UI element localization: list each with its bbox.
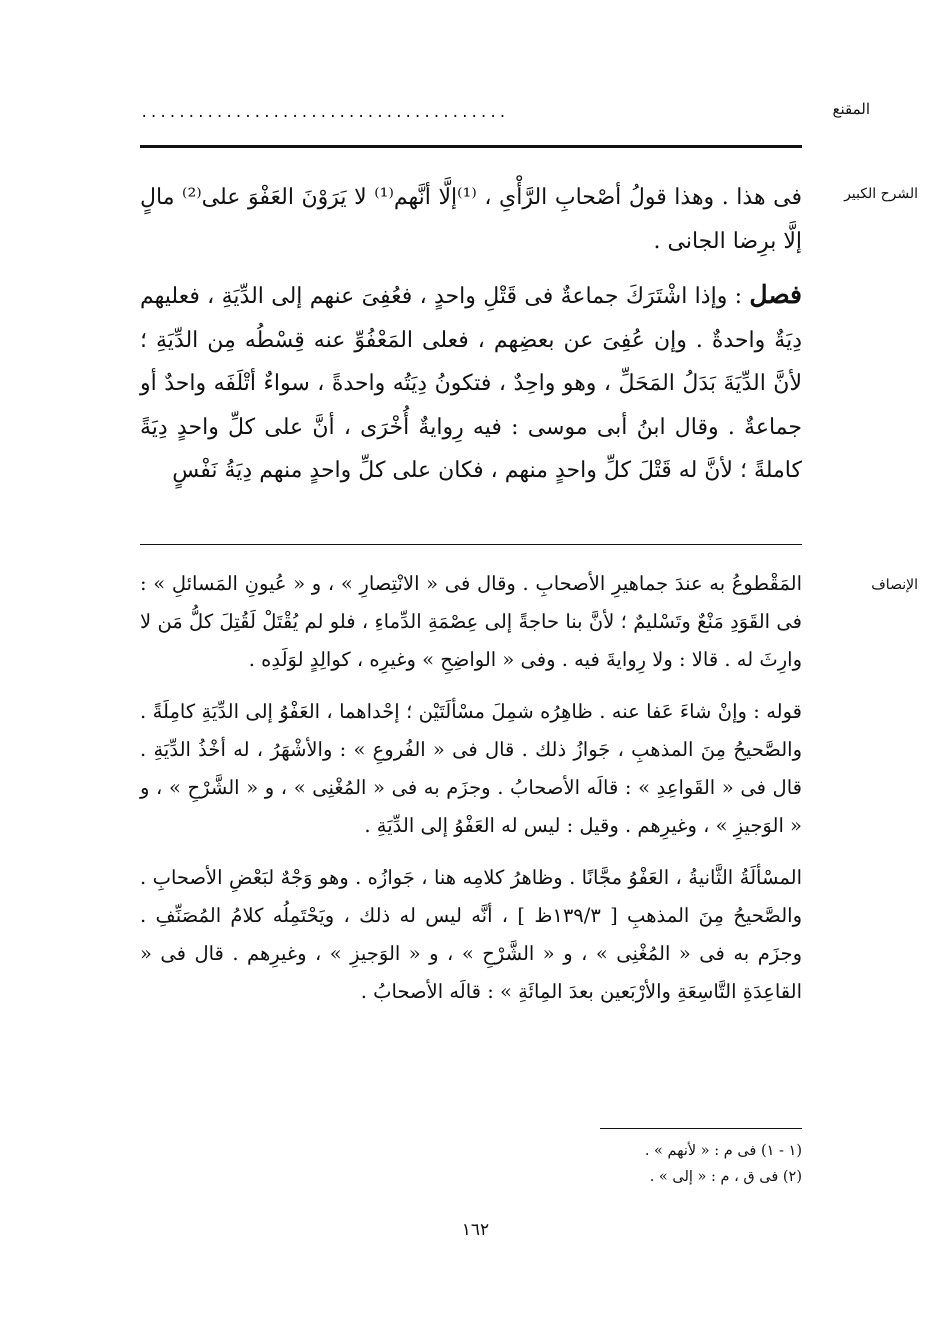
- insaf-paragraph-2: قوله : وإنْ شاءَ عَفا عنه . ظاهِرُه شمِلَ مسْألَتَيْن ؛ إحْداهما ، العَفْوُ إلى الدِّيَةِ كامِلَةً . والصَّحيحُ مِنَ المذهبِ ، جَوازُ ذلك . قال فى « الفُروعِ » : والأشْهَرُ ، له أخْذُ الدِّيَةِ . قال فى « القَواعِدِ » : قالَه الأصحابُ . وجزَم به فى « المُغْنِى » ، و « الشَّرْحِ » ، و « الوَجيزِ » ، وغيرِهم . وقيل : ليس له العَفْوُ إلى الدِّيَةِ .: [140, 700, 802, 837]
- insaf-side-label: الإنصاف: [871, 577, 918, 593]
- footnote-1: (١ - ١) فى م : « لأنهم » .: [644, 1143, 802, 1159]
- running-header-title: المقنع: [832, 100, 870, 118]
- insaf-paragraph-3: المسْألَةُ الثَّانيةُ ، العَفْوُ مجَّانًا . وظاهرُ كلامِه هنا ، جَوازُه . وهو وَجْهٌ لبَعْضِ الأصحابِ . والصَّحيحُ مِنَ المذهبِ [ ١٣٩/٣ظ ] ، أنَّه ليس له ذلك ، ويَحْتَمِلُه كلامُ المُصَنِّفِ . وجزَم به فى « المُغْنِى » ، و « الشَّرْحِ » ، و « الوَجيزِ » ، وغيرِهم . قال فى « القاعِدَةِ التَّاسِعَةِ والأرْبَعين بعدَ المِائَةِ » : قالَه الأصحابُ .: [140, 866, 802, 1003]
- header-rule: [140, 145, 802, 148]
- sharh-paragraph-2: [140, 273, 802, 493]
- header-dotted-line: .......................................: [140, 105, 508, 121]
- page-number: ١٦٢: [461, 1220, 490, 1240]
- footnotes: [500, 1138, 802, 1190]
- insaf-text: [140, 565, 802, 1011]
- fasl-heading: فصل: [749, 280, 802, 309]
- section-divider: [140, 544, 802, 545]
- sharh-paragraph-1: فى هذا . وهذا قولُ أصْحابِ الرَّأْىِ ، ⁽¹⁾إلَّا أنَّهم⁽¹⁾ لا يَرَوْنَ العَفْوَ على⁽²⁾ مالٍ إلَّا برِضا الجانى .: [140, 185, 802, 254]
- footnote-rule: [600, 1128, 802, 1129]
- fasl-body: : وإذا اشْتَرَكَ جماعةٌ فى قَتْلِ واحدٍ ، فعُفِىَ عنهم إلى الدِّيَةِ ، فعليهم دِيَةٌ واحدةٌ . وإن عُفِىَ عن بعضِهم ، فعلى المَعْفُوِّ عنه قِسْطُه مِن الدِّيَةِ ؛ لأنَّ الدِّيَةَ بَدَلُ المَحَلِّ ، وهو واحِدٌ ، فتكونُ دِيَتُه واحدةً ، سواءٌ أتْلَفَه واحدٌ أو جماعةٌ . وقال ابنُ أبى موسى : فيه رِوايةٌ أُخْرَى ، أنَّ على كلِّ واحدٍ دِيَةً كاملةً ؛ لأنَّ له قَتْلَ كلِّ واحدٍ منهم ، فكان على كلِّ واحدٍ منهم دِيَةُ نَفْسٍ: [140, 284, 802, 483]
- footnote-2: (٢) فى ق ، م : « إلى » .: [649, 1169, 802, 1185]
- sharh-text: [140, 176, 802, 493]
- sharh-side-label: الشرح الكبير: [844, 186, 918, 202]
- insaf-paragraph-1: المَقْطوعُ به عندَ جماهيرِ الأصحابِ . وقال فى « الانْتِصارِ » ، و « عُيونِ المَسائلِ » : فى القَوَدِ مَنْعٌ وتَسْليمٌ ؛ لأنَّ بنا حاجةً إلى عِصْمَةِ الدِّماءِ ، فلو لم يُقْتَلْ لَقُتِلَ كلُّ مَن لا وارِثَ له . قالا : ولا رِوايةَ فيه . وفى « الواضِحِ » وغيرِه ، كوالِدٍ لوَلَدِه .: [140, 572, 802, 671]
